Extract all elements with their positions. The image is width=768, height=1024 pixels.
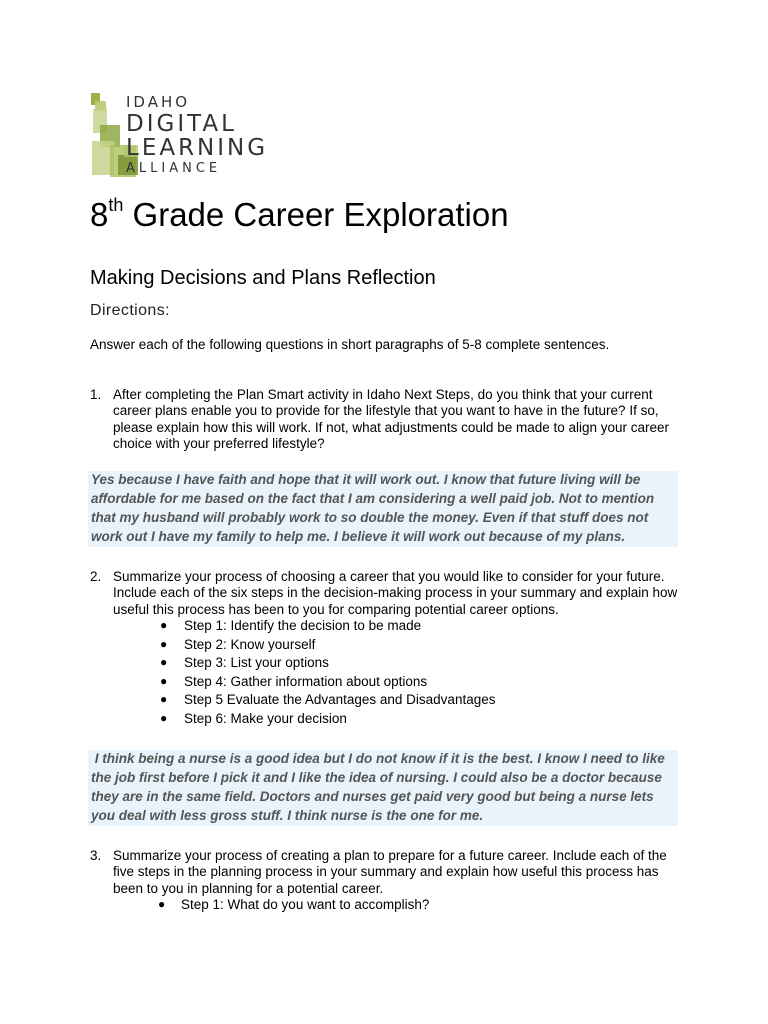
question-text: After completing the Plan Smart activity in Idaho Next Steps, do you think that your current career plans enable you to provide for the lifestyle that you want to have in the future? If so, please explain how this will work. If not, what adjustments could be made to align your career choice with your preferred lifestyle? <box>113 387 670 451</box>
title-text: Grade Career Exploration <box>123 196 509 233</box>
question-text: Summarize your process of choosing a career that you would like to consider for your future. Include each of the six steps in the decision-making process in your summary and explain how useful this process has been to you for comparing potential career options. <box>113 569 678 617</box>
bullet-icon: ● <box>158 897 166 911</box>
question-text: Summarize your process of creating a plan to prepare for a future career. Include each of the five steps in the planning process in your summary and explain how useful this process has been to you in planning for a potential career. <box>113 848 667 896</box>
bullet-icon: ● <box>160 710 168 725</box>
answer-text: I think being a nurse is a good idea but I do not know if it is the best. I know I need to like the job first before I pick it and I like the idea of nursing. I could also be a doctor because they are in the same field. Doctors and nurses get paid very good but being a nurse lets you deal with less gross stuff. I think nurse is the one for me. <box>91 751 669 823</box>
page-title <box>90 196 509 234</box>
answer-1: Yes because I have faith and hope that it will work out. I know that future living will be affordable for me based on the fact that I am considering a well paid job. Not to mention that my husband will probably work to so double the money. Even if that stuff does not work out I have my family to help me. I believe it will work out because of my plans. <box>88 471 678 547</box>
directions-text: Answer each of the following questions in short paragraphs of 5-8 complete sentences. <box>90 337 610 352</box>
idaho-digital-learning-alliance-logo <box>88 91 298 183</box>
title-number: 8 <box>90 196 109 233</box>
directions-heading: Directions: <box>90 302 170 319</box>
logo-line-learning: LEARNING <box>126 135 269 161</box>
bullet-icon: ● <box>160 618 168 632</box>
bullet-icon: ● <box>160 673 168 688</box>
question-number: 2. <box>90 569 102 584</box>
question-3 <box>90 848 690 897</box>
question-2 <box>90 569 690 618</box>
bullet-icon: ● <box>160 692 168 707</box>
question-1 <box>90 387 690 452</box>
answer-2 <box>88 750 678 826</box>
page-subtitle: Making Decisions and Plans Reflection <box>90 267 436 289</box>
logo-line-digital: DIGITAL <box>126 111 237 137</box>
question-number: 3. <box>90 848 102 863</box>
bullet-icon: ● <box>160 636 168 651</box>
title-ordinal-suffix: th <box>108 195 124 215</box>
bullet-icon: ● <box>160 655 168 670</box>
logo-line-idaho: IDAHO <box>126 93 191 111</box>
question-number: 1. <box>90 387 102 402</box>
logo-line-alliance: ALLIANCE <box>126 161 222 176</box>
